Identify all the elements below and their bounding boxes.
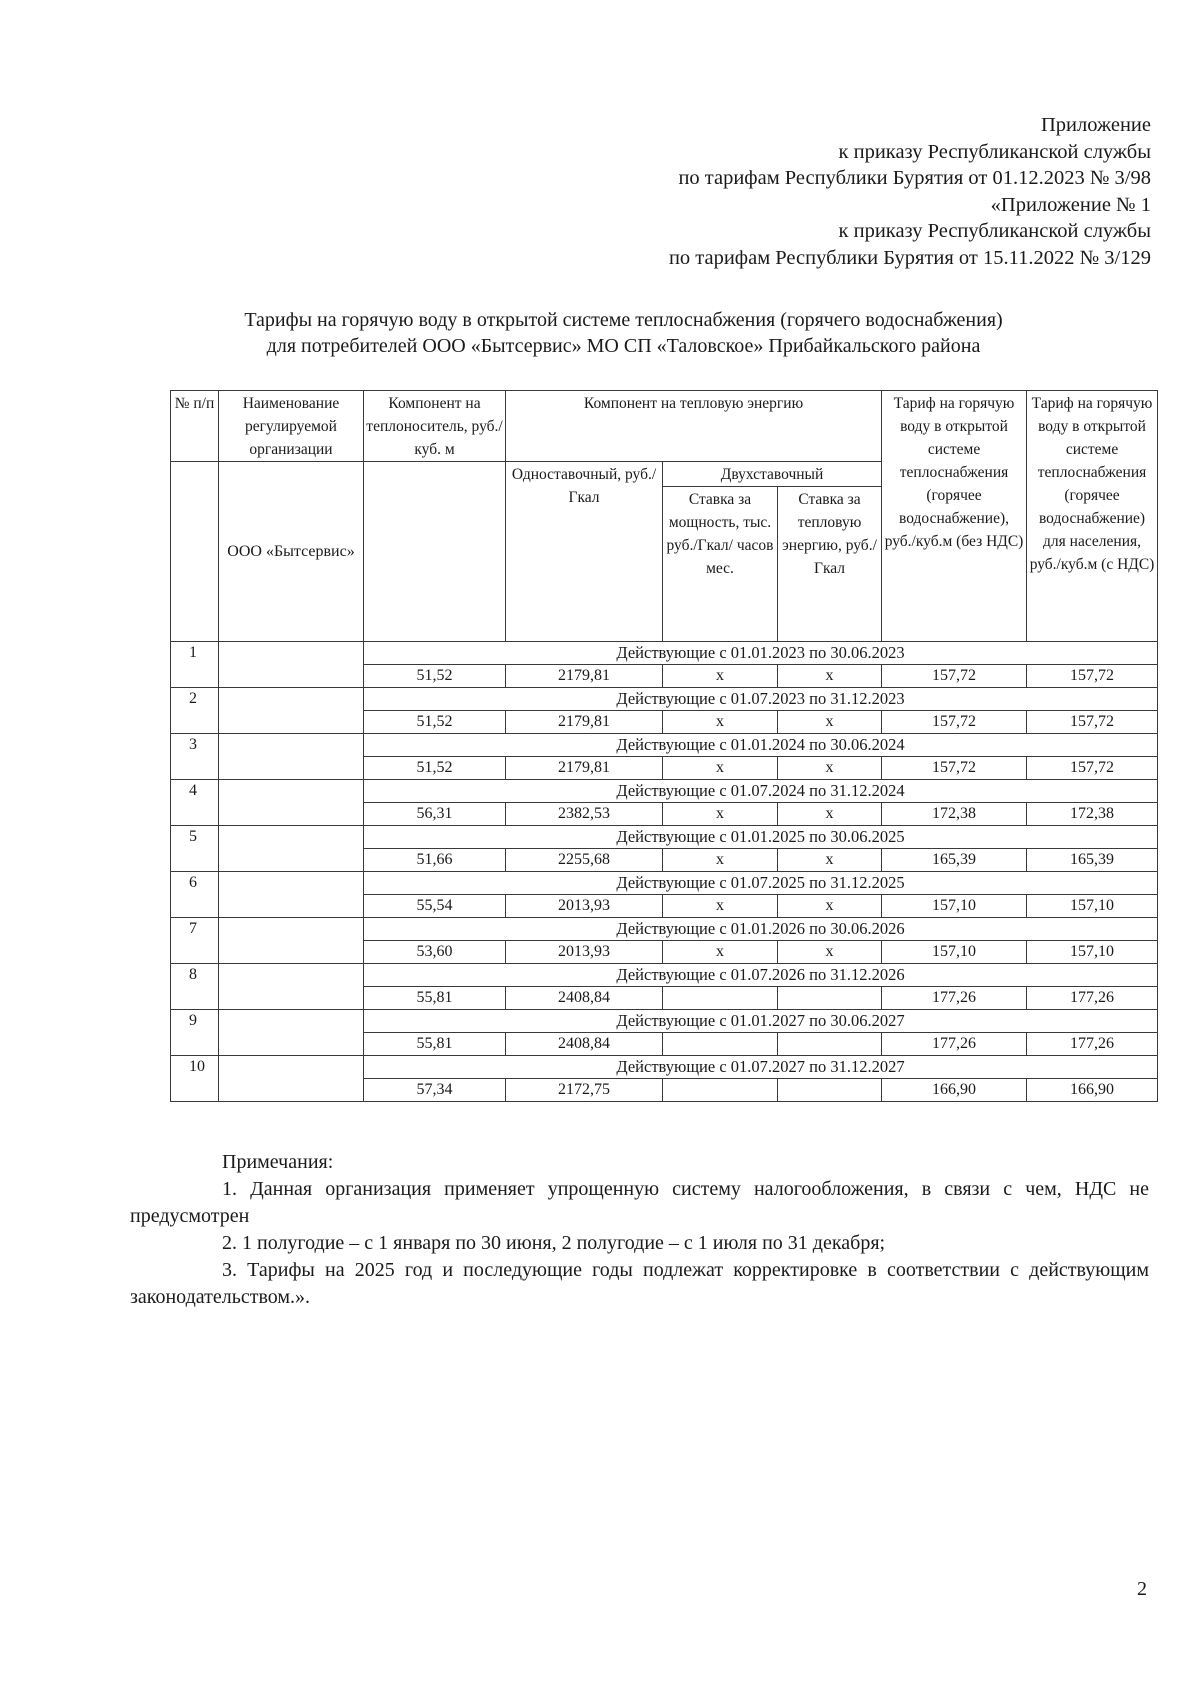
period-label: Действующие с 01.07.2025 по 31.12.2025 (364, 872, 1158, 895)
period-label: Действующие с 01.07.2026 по 31.12.2026 (364, 964, 1158, 987)
single-rate-value: 2013,93 (506, 941, 663, 964)
capacity-rate-value: x (663, 711, 778, 734)
single-rate-value: 2013,93 (506, 895, 663, 918)
tariff-population-value: 157,72 (1027, 711, 1158, 734)
tariff-population-value: 157,72 (1027, 757, 1158, 780)
single-rate-value: 2179,81 (506, 757, 663, 780)
header-line: по тарифам Республики Бурятия от 15.11.2022 № 3/129 (668, 246, 1151, 269)
capacity-rate-value (663, 987, 778, 1010)
row-number: 4 (171, 780, 219, 826)
period-label: Действующие с 01.07.2027 по 31.12.2027 (364, 1056, 1158, 1079)
note-item: 2. 1 полугодие – с 1 января по 30 июня, 2 полугодие – с 1 июля по 31 декабря; (222, 1232, 886, 1254)
tariff-value: 177,26 (882, 987, 1027, 1010)
carrier-value: 55,54 (364, 895, 506, 918)
note-item: 3. Тарифы на 2025 год и последующие годы подлежат корректировке в соответствии с действующим законодательством.». (130, 1259, 1149, 1308)
tariff-value: 157,10 (882, 941, 1027, 964)
tariff-population-value: 177,26 (1027, 987, 1158, 1010)
tariff-value: 172,38 (882, 803, 1027, 826)
energy-rate-value: x (778, 941, 882, 964)
period-row (171, 1010, 1158, 1033)
capacity-rate-value: x (663, 895, 778, 918)
carrier-value: 51,52 (364, 757, 506, 780)
capacity-rate-value: x (663, 803, 778, 826)
tariff-value: 177,26 (882, 1033, 1027, 1056)
tariff-population-value: 157,10 (1027, 895, 1158, 918)
carrier-value: 51,52 (364, 711, 506, 734)
header-line: к приказу Республиканской службы (838, 220, 1151, 243)
energy-rate-value: x (778, 849, 882, 872)
single-rate-value: 2179,81 (506, 711, 663, 734)
col-header-energy-rate: Ставка за тепловую энергию, руб./Гкал (778, 487, 882, 642)
period-label: Действующие с 01.01.2026 по 30.06.2026 (364, 918, 1158, 941)
energy-rate-value: x (778, 665, 882, 688)
row-number: 9 (171, 1010, 219, 1056)
single-rate-value: 2382,53 (506, 803, 663, 826)
tariff-value: 157,72 (882, 711, 1027, 734)
tariff-population-value: 157,72 (1027, 665, 1158, 688)
tariff-value: 157,72 (882, 757, 1027, 780)
tariff-value: 165,39 (882, 849, 1027, 872)
period-row (171, 826, 1158, 849)
period-label: Действующие с 01.01.2024 по 30.06.2024 (364, 734, 1158, 757)
capacity-rate-value (663, 1033, 778, 1056)
period-label: Действующие с 01.01.2027 по 30.06.2027 (364, 1010, 1158, 1033)
title-line-2: для потребителей ООО «Бытсервис» МО СП «Таловское» Прибайкальского района (266, 335, 981, 357)
energy-rate-value (778, 1033, 882, 1056)
col-header-two-rate: Двухставочный (663, 462, 882, 487)
tariff-value: 157,10 (882, 895, 1027, 918)
header-line: к приказу Республиканской службы (838, 140, 1151, 163)
capacity-rate-value: x (663, 665, 778, 688)
col-header-org: Наименование регулируемой организации (219, 391, 364, 462)
energy-rate-value: x (778, 757, 882, 780)
empty-cell (219, 918, 364, 964)
notes-heading: Примечания: (222, 1151, 334, 1173)
note-item: 1. Данная организация применяет упрощенную систему налогообложения, в связи с чем, НДС не предусмотрен (130, 1178, 1149, 1227)
empty-cell (219, 872, 364, 918)
single-rate-value: 2255,68 (506, 849, 663, 872)
single-rate-value: 2179,81 (506, 665, 663, 688)
single-rate-value: 2408,84 (506, 987, 663, 1010)
carrier-value: 57,34 (364, 1079, 506, 1102)
col-header-capacity-rate: Ставка за мощность, тыс. руб./Гкал/ часов мес. (663, 487, 778, 642)
period-label: Действующие с 01.07.2023 по 31.12.2023 (364, 688, 1158, 711)
header-line: «Приложение № 1 (990, 193, 1151, 216)
period-row (171, 734, 1158, 757)
empty-cell (219, 688, 364, 734)
period-row (171, 780, 1158, 803)
empty-cell (219, 826, 364, 872)
carrier-value: 56,31 (364, 803, 506, 826)
col-header-heat-component: Компонент на тепловую энергию (506, 391, 882, 462)
header-line: по тарифам Республики Бурятия от 01.12.2023 № 3/98 (678, 167, 1151, 190)
period-label: Действующие с 01.01.2023 по 30.06.2023 (364, 642, 1158, 665)
col-header-tariff-population: Тариф на горячую воду в открытой системе теплоснабжения (горячее водоснабжение) для населения, руб./куб.м (с НДС) (1027, 391, 1158, 642)
document-title (120, 307, 1127, 359)
period-row (171, 642, 1158, 665)
tariff-population-value: 166,90 (1027, 1079, 1158, 1102)
carrier-value: 55,81 (364, 1033, 506, 1056)
single-rate-value: 2172,75 (506, 1079, 663, 1102)
tariff-population-value: 165,39 (1027, 849, 1158, 872)
title-line-1: Тарифы на горячую воду в открытой системе теплоснабжения (горячего водоснабжения) (244, 309, 1003, 331)
col-header-carrier: Компонент на теплоноситель, руб./куб. м (364, 391, 506, 462)
row-number: 8 (171, 964, 219, 1010)
organization-name: ООО «Бытсервис» (219, 462, 364, 642)
col-header-tariff-no-vat: Тариф на горячую воду в открытой системе теплоснабжения (горячее водоснабжение), руб./куб.м (без НДС) (882, 391, 1027, 642)
tariff-table (170, 390, 1158, 1102)
tariff-value: 166,90 (882, 1079, 1027, 1102)
period-row (171, 964, 1158, 987)
empty-cell (219, 734, 364, 780)
col-header-single-rate: Одноставочный, руб./Гкал (506, 462, 663, 642)
period-row (171, 688, 1158, 711)
energy-rate-value: x (778, 895, 882, 918)
row-number: 7 (171, 918, 219, 964)
capacity-rate-value: x (663, 757, 778, 780)
capacity-rate-value: x (663, 849, 778, 872)
tariff-population-value: 157,10 (1027, 941, 1158, 964)
period-row (171, 918, 1158, 941)
header-empty-cell (171, 462, 219, 642)
single-rate-value: 2408,84 (506, 1033, 663, 1056)
col-header-num: № п/п (171, 391, 219, 462)
empty-cell (219, 1010, 364, 1056)
carrier-value: 51,52 (364, 665, 506, 688)
energy-rate-value: x (778, 711, 882, 734)
capacity-rate-value: x (663, 941, 778, 964)
empty-cell (219, 964, 364, 1010)
row-number: 10 (171, 1056, 219, 1102)
page-number: 2 (1137, 1578, 1147, 1600)
tariff-value: 157,72 (882, 665, 1027, 688)
row-number: 5 (171, 826, 219, 872)
period-label: Действующие с 01.01.2025 по 30.06.2025 (364, 826, 1158, 849)
carrier-value: 51,66 (364, 849, 506, 872)
capacity-rate-value (663, 1079, 778, 1102)
energy-rate-value (778, 987, 882, 1010)
energy-rate-value: x (778, 803, 882, 826)
period-label: Действующие с 01.07.2024 по 31.12.2024 (364, 780, 1158, 803)
tariff-population-value: 172,38 (1027, 803, 1158, 826)
empty-cell (219, 1056, 364, 1102)
row-number: 3 (171, 734, 219, 780)
period-row (171, 872, 1158, 895)
header-empty-cell (364, 462, 506, 642)
empty-cell (219, 780, 364, 826)
approval-header (669, 112, 1151, 272)
period-row (171, 1056, 1158, 1079)
energy-rate-value (778, 1079, 882, 1102)
row-number: 1 (171, 642, 219, 688)
row-number: 6 (171, 872, 219, 918)
tariff-population-value: 177,26 (1027, 1033, 1158, 1056)
header-line: Приложение (1040, 114, 1151, 136)
carrier-value: 55,81 (364, 987, 506, 1010)
carrier-value: 53,60 (364, 941, 506, 964)
row-number: 2 (171, 688, 219, 734)
empty-cell (219, 642, 364, 688)
notes-section (130, 1149, 1149, 1311)
